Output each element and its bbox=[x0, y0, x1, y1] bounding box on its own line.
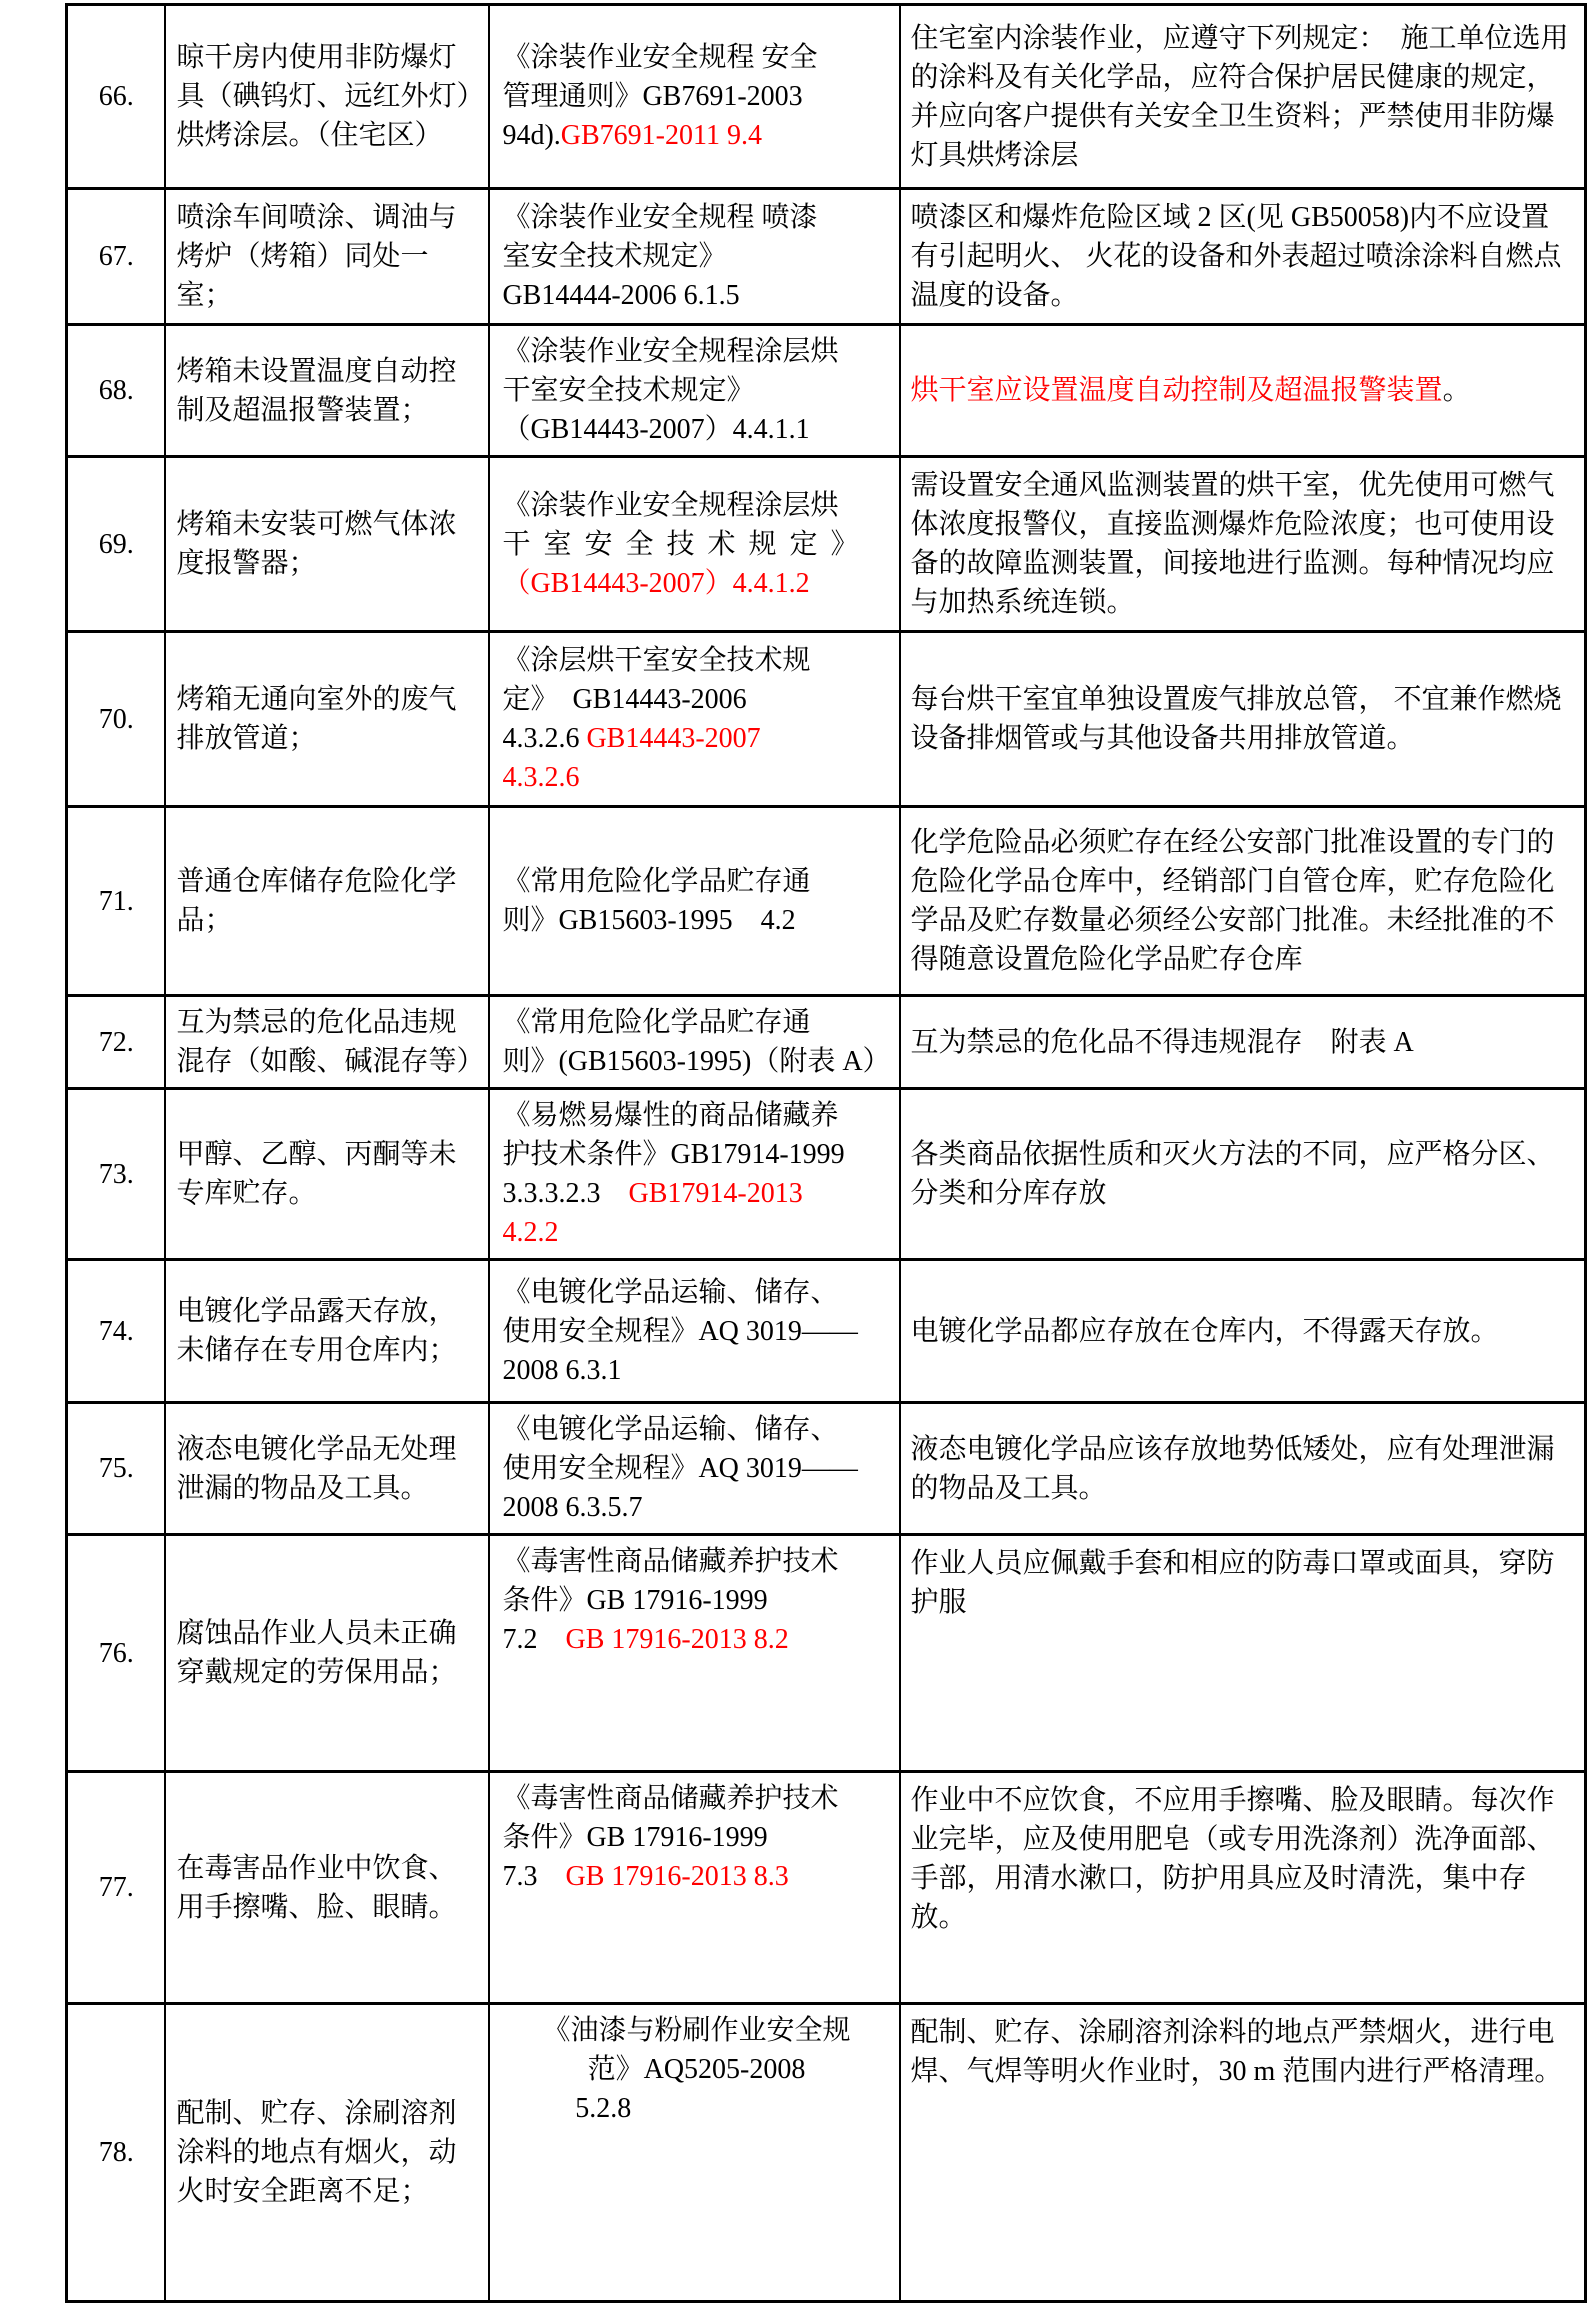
basis-cell bbox=[489, 2004, 899, 2302]
problem-cell: 互为禁忌的危化品违规混存（如酸、碱混存等） bbox=[165, 996, 489, 1089]
table-row bbox=[67, 325, 1586, 457]
text-run: 《常用危险化学品贮存通 bbox=[502, 1007, 811, 1038]
red-text-run: GB14443-2007 bbox=[586, 723, 761, 754]
text-run: 《毒害性商品储藏养护技术 bbox=[502, 1546, 839, 1577]
basis-cell bbox=[489, 807, 899, 996]
text-run: 2008 6.3.1 bbox=[502, 1354, 622, 1386]
table-row bbox=[67, 996, 1586, 1089]
text-run: 7.2 bbox=[502, 1624, 566, 1655]
text-run: 配制、贮存、涂刷溶剂涂料的地点严禁烟火，进行电焊、气焊等明火作业时，30 m 范围内进行严格清理。 bbox=[910, 2017, 1563, 2087]
requirement-cell bbox=[900, 807, 1586, 996]
basis-line bbox=[502, 1273, 890, 1312]
basis-line bbox=[502, 237, 890, 276]
basis-line bbox=[502, 2050, 890, 2089]
problem-cell: 烤箱无通向室外的废气排放管道； bbox=[165, 632, 489, 807]
basis-line bbox=[502, 1213, 890, 1252]
basis-line bbox=[502, 1620, 890, 1659]
row-number-cell: 67. bbox=[67, 189, 166, 325]
text-run: 使用安全规程》AQ 3019—— bbox=[502, 1453, 858, 1484]
text-run: 护技术条件》GB17914-1999 bbox=[502, 1139, 845, 1170]
red-text-run: GB 17916-2013 8.2 bbox=[565, 1624, 789, 1655]
text-run: 液态电镀化学品应该存放地势低矮处，应有处理泄漏的物品及工具。 bbox=[910, 1433, 1555, 1504]
basis-line bbox=[502, 525, 890, 564]
basis-line bbox=[502, 1174, 890, 1213]
red-text-run: GB7691-2011 9.4 bbox=[560, 120, 762, 151]
requirement-cell bbox=[900, 632, 1586, 807]
problem-cell: 晾干房内使用非防爆灯具（碘钨灯、远红外灯）烘烤涂层。（住宅区） bbox=[165, 5, 489, 189]
text-run: 《油漆与粉刷作业安全规 bbox=[542, 2015, 851, 2046]
text-run: 干室安全技术规定》 bbox=[502, 528, 872, 560]
table-row bbox=[67, 632, 1586, 807]
basis-cell bbox=[489, 189, 899, 325]
basis-line bbox=[502, 77, 890, 116]
problem-cell: 烤箱未设置温度自动控制及超温报警装置； bbox=[165, 325, 489, 457]
basis-cell bbox=[489, 5, 899, 189]
basis-line bbox=[502, 1042, 890, 1081]
text-run: 住宅室内涂装作业，应遵守下列规定： 施工单位选用的涂料及有关化学品，应符合保护居民健康的规定，并应向客户提供有关安全卫生资料；严禁使用非防爆灯具烘烤涂层 bbox=[910, 22, 1569, 171]
table-row bbox=[67, 457, 1586, 632]
basis-line bbox=[502, 1857, 890, 1896]
requirement-cell bbox=[900, 457, 1586, 632]
text-run: 则》(GB15603-1995)（附表 A） bbox=[502, 1046, 891, 1077]
basis-line bbox=[502, 1779, 890, 1818]
red-text-run: GB17914-2013 bbox=[628, 1178, 803, 1209]
basis-line bbox=[502, 2011, 890, 2050]
text-run: 各类商品依据性质和灭火方法的不同，应严格分区、分类和分库存放 bbox=[910, 1139, 1555, 1209]
table-row bbox=[67, 2004, 1586, 2302]
requirement-cell bbox=[900, 1089, 1586, 1260]
table-row bbox=[67, 1772, 1586, 2004]
basis-line bbox=[502, 1096, 890, 1135]
basis-line bbox=[502, 1135, 890, 1174]
text-run: 管理通则》GB7691-2003 bbox=[502, 81, 803, 112]
red-text-run: 4.3.2.6 bbox=[502, 762, 580, 793]
basis-line bbox=[502, 680, 890, 719]
basis-cell bbox=[489, 632, 899, 807]
basis-line bbox=[502, 38, 890, 77]
text-run: 《涂装作业安全规程涂层烘 bbox=[502, 489, 839, 521]
table-row bbox=[67, 1260, 1586, 1403]
problem-cell: 甲醇、乙醇、丙酮等未专库贮存。 bbox=[165, 1089, 489, 1260]
basis-line bbox=[502, 410, 890, 449]
basis-cell bbox=[489, 1403, 899, 1535]
red-text-run: 烘干室应设置温度自动控制及超温报警装置 bbox=[910, 375, 1443, 406]
problem-cell: 喷涂车间喷涂、调油与烤炉（烤箱）同处一室； bbox=[165, 189, 489, 325]
table-row bbox=[67, 1403, 1586, 1535]
basis-line bbox=[502, 719, 890, 758]
text-run: 7.3 bbox=[502, 1861, 566, 1892]
basis-line bbox=[502, 1351, 890, 1390]
text-run: 喷漆区和爆炸危险区域 2 区(见 GB50058)内不应设置有引起明火、 火花的设备和外表超过喷涂涂料自燃点温度的设备。 bbox=[910, 202, 1562, 311]
table-row bbox=[67, 189, 1586, 325]
row-number-cell: 71. bbox=[67, 807, 166, 996]
text-run: 3.3.3.2.3 bbox=[502, 1178, 629, 1209]
text-run: 使用安全规程》AQ 3019—— bbox=[502, 1315, 858, 1347]
basis-line bbox=[502, 901, 890, 940]
row-number-cell: 74. bbox=[67, 1260, 166, 1403]
basis-line bbox=[502, 198, 890, 237]
text-run: 2008 6.3.5.7 bbox=[502, 1492, 643, 1523]
row-number-cell: 78. bbox=[67, 2004, 166, 2302]
row-number-cell: 68. bbox=[67, 325, 166, 457]
text-run: 4.3.2.6 bbox=[502, 723, 587, 754]
basis-line bbox=[502, 862, 890, 901]
requirement-cell bbox=[900, 1260, 1586, 1403]
table-row bbox=[67, 1535, 1586, 1772]
basis-line bbox=[502, 1581, 890, 1620]
basis-cell bbox=[489, 1772, 899, 2004]
basis-cell bbox=[489, 1535, 899, 1772]
row-number-cell: 66. bbox=[67, 5, 166, 189]
requirement-cell bbox=[900, 189, 1586, 325]
row-number-cell: 72. bbox=[67, 996, 166, 1089]
basis-cell bbox=[489, 996, 899, 1089]
requirement-cell bbox=[900, 1772, 1586, 2004]
row-number-cell: 75. bbox=[67, 1403, 166, 1535]
basis-line bbox=[502, 564, 890, 603]
text-run: 《毒害性商品储藏养护技术 bbox=[502, 1783, 839, 1814]
problem-cell: 普通仓库储存危险化学品； bbox=[165, 807, 489, 996]
problem-cell: 电镀化学品露天存放，未储存在专用仓库内； bbox=[165, 1260, 489, 1403]
basis-cell bbox=[489, 1089, 899, 1260]
text-run: 互为禁忌的危化品不得违规混存 附表 A bbox=[910, 1026, 1414, 1058]
red-text-run: 4.2.2 bbox=[502, 1217, 559, 1248]
text-run: 《涂装作业安全规程 喷漆 bbox=[502, 202, 818, 233]
row-number-cell: 70. bbox=[67, 632, 166, 807]
row-number-cell: 76. bbox=[67, 1535, 166, 1772]
basis-line bbox=[502, 486, 890, 525]
text-run: 《涂装作业安全规程涂层烘 bbox=[502, 336, 839, 367]
text-run: 电镀化学品都应存放在仓库内，不得露天存放。 bbox=[910, 1315, 1499, 1347]
text-run: 作业人员应佩戴手套和相应的防毒口罩或面具，穿防护服 bbox=[910, 1548, 1555, 1618]
basis-line bbox=[502, 1410, 890, 1449]
basis-line bbox=[502, 758, 890, 797]
text-run: 《涂层烘干室安全技术规 bbox=[502, 645, 811, 676]
table-body bbox=[67, 5, 1586, 2302]
basis-cell bbox=[489, 325, 899, 457]
text-run: GB14444-2006 6.1.5 bbox=[502, 280, 740, 311]
text-run: 《电镀化学品运输、储存、 bbox=[502, 1276, 839, 1308]
basis-line bbox=[502, 116, 890, 155]
text-run: 范》AQ5205-2008 bbox=[587, 2054, 806, 2085]
basis-line bbox=[502, 641, 890, 680]
basis-line bbox=[502, 276, 890, 315]
basis-line bbox=[502, 1312, 890, 1351]
basis-line bbox=[502, 1542, 890, 1581]
text-run: 定》 GB14443-2006 bbox=[502, 684, 747, 715]
basis-line bbox=[502, 1488, 890, 1527]
basis-line bbox=[502, 1449, 890, 1488]
problem-cell: 腐蚀品作业人员未正确穿戴规定的劳保用品； bbox=[165, 1535, 489, 1772]
text-run: 。 bbox=[1442, 375, 1471, 406]
text-run: （GB14443-2007）4.4.1.1 bbox=[502, 414, 810, 445]
basis-cell bbox=[489, 457, 899, 632]
text-run: 干室安全技术规定》 bbox=[502, 375, 755, 406]
text-run: 《易燃易爆性的商品储藏养 bbox=[502, 1100, 839, 1131]
text-run: 需设置安全通风监测装置的烘干室，优先使用可燃气体浓度报警仪，直接监测爆炸危险浓度；也可使用设备的故障监测装置，间接地进行监测。每种情况均应与加热系统连锁。 bbox=[910, 470, 1555, 618]
row-number-cell: 73. bbox=[67, 1089, 166, 1260]
problem-cell: 配制、贮存、涂刷溶剂涂料的地点有烟火，动火时安全距离不足； bbox=[165, 2004, 489, 2302]
requirement-cell bbox=[900, 1535, 1586, 1772]
text-run: 每台烘干室宜单独设置废气排放总管， 不宜兼作燃烧设备排烟管或与其他设备共用排放管道。 bbox=[910, 684, 1562, 754]
red-text-run: （GB14443-2007）4.4.1.2 bbox=[502, 567, 810, 599]
problem-cell: 在毒害品作业中饮食、用手擦嘴、脸、眼睛。 bbox=[165, 1772, 489, 2004]
requirement-cell bbox=[900, 996, 1586, 1089]
basis-line bbox=[502, 332, 890, 371]
problem-cell: 液态电镀化学品无处理泄漏的物品及工具。 bbox=[165, 1403, 489, 1535]
safety-inspection-table bbox=[65, 3, 1587, 2303]
basis-cell bbox=[489, 1260, 899, 1403]
requirement-cell bbox=[900, 2004, 1586, 2302]
text-run: 条件》GB 17916-1999 bbox=[502, 1585, 768, 1616]
table-row bbox=[67, 1089, 1586, 1260]
requirement-cell bbox=[900, 325, 1586, 457]
text-run: 5.2.8 bbox=[575, 2093, 632, 2124]
requirement-cell bbox=[900, 1403, 1586, 1535]
text-run: 《电镀化学品运输、储存、 bbox=[502, 1414, 839, 1445]
red-text-run: GB 17916-2013 8.3 bbox=[565, 1861, 789, 1892]
text-run: 作业中不应饮食，不应用手擦嘴、脸及眼睛。每次作业完毕，应及使用肥皂（或专用洗涤剂）洗净面部、手部，用清水漱口，防护用具应及时清洗，集中存放。 bbox=[910, 1785, 1555, 1933]
row-number-cell: 77. bbox=[67, 1772, 166, 2004]
text-run: 条件》GB 17916-1999 bbox=[502, 1822, 768, 1853]
text-run: 《常用危险化学品贮存通 bbox=[502, 866, 811, 897]
requirement-cell bbox=[900, 5, 1586, 189]
text-run: 化学危险品必须贮存在经公安部门批准设置的专门的危险化学品仓库中，经销部门自管仓库，贮存危险化学品及贮存数量必须经公安部门批准。未经批准的不得随意设置危险化学品贮存仓库 bbox=[910, 827, 1555, 975]
text-run: 《涂装作业安全规程 安全 bbox=[502, 42, 818, 73]
table-row bbox=[67, 807, 1586, 996]
row-number-cell: 69. bbox=[67, 457, 166, 632]
text-run: 94d). bbox=[502, 120, 561, 151]
text-run: 则》GB15603-1995 4.2 bbox=[502, 905, 796, 936]
basis-line bbox=[502, 2089, 890, 2128]
table-row bbox=[67, 5, 1586, 189]
basis-line bbox=[502, 1818, 890, 1857]
text-run: 室安全技术规定》 bbox=[502, 241, 727, 272]
problem-cell: 烤箱未安装可燃气体浓度报警器； bbox=[165, 457, 489, 632]
basis-line bbox=[502, 371, 890, 410]
basis-line bbox=[502, 1003, 890, 1042]
